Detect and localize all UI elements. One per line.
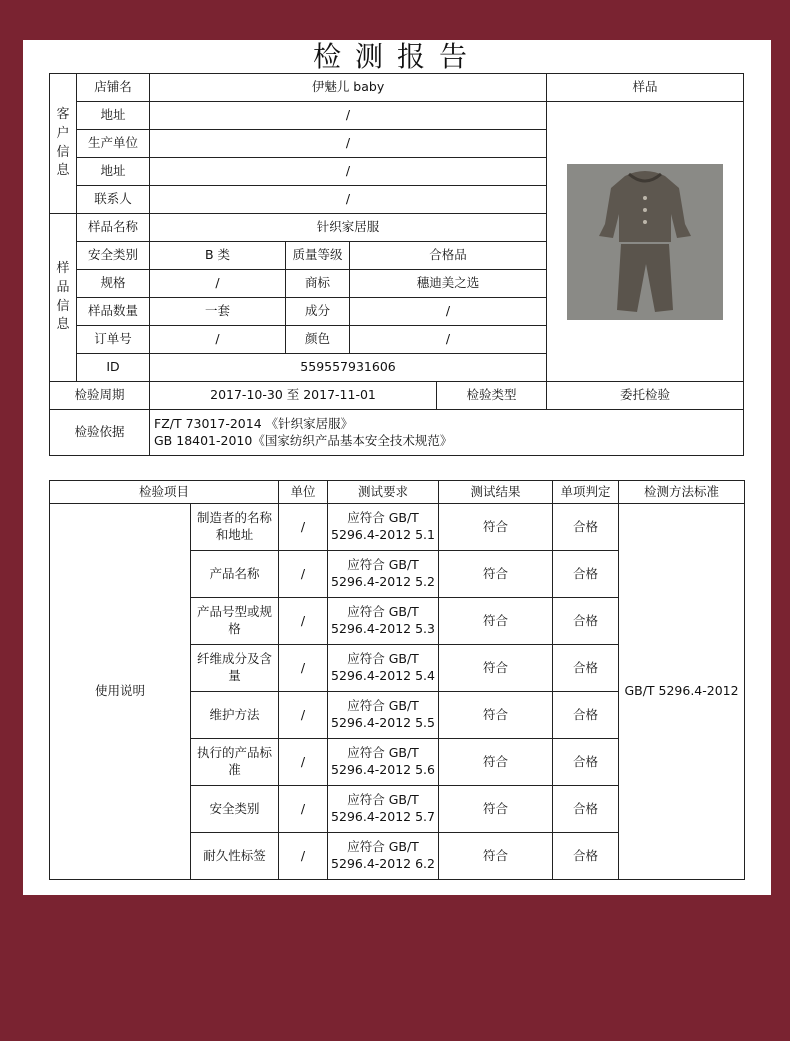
type-value: 委托检验 bbox=[547, 382, 744, 410]
producer-label: 生产单位 bbox=[77, 130, 150, 158]
client-group-label: 客 户 信 息 bbox=[50, 74, 77, 214]
header-result: 测试结果 bbox=[439, 481, 553, 504]
period-value: 2017-10-30 至 2017-11-01 bbox=[150, 382, 437, 410]
requirement-cell: 应符合 GB/T 5296.4-2012 5.5 bbox=[328, 692, 439, 739]
shop-name-value: 伊魅儿 baby bbox=[150, 74, 547, 102]
address-value: / bbox=[150, 102, 547, 130]
item-cell: 安全类别 bbox=[191, 786, 279, 833]
unit-cell: / bbox=[279, 739, 328, 786]
quality-value: 合格品 bbox=[350, 242, 547, 270]
verdict-cell: 合格 bbox=[553, 598, 619, 645]
color-label: 颜色 bbox=[286, 326, 350, 354]
report-paper bbox=[23, 40, 771, 895]
qty-label: 样品数量 bbox=[77, 298, 150, 326]
result-cell: 符合 bbox=[439, 786, 553, 833]
category-cell: 使用说明 bbox=[50, 504, 191, 880]
verdict-cell: 合格 bbox=[553, 786, 619, 833]
verdict-cell: 合格 bbox=[553, 833, 619, 880]
verdict-cell: 合格 bbox=[553, 504, 619, 551]
sample-header: 样品 bbox=[547, 74, 744, 102]
producer-value: / bbox=[150, 130, 547, 158]
requirement-cell: 应符合 GB/T 5296.4-2012 5.1 bbox=[328, 504, 439, 551]
quality-label: 质量等级 bbox=[286, 242, 350, 270]
result-cell: 符合 bbox=[439, 598, 553, 645]
sample-group-label: 样 品 信 息 bbox=[50, 214, 77, 382]
shop-name-label: 店铺名 bbox=[77, 74, 150, 102]
sample-name-value: 针织家居服 bbox=[150, 214, 547, 242]
spec-value: / bbox=[150, 270, 286, 298]
requirement-cell: 应符合 GB/T 5296.4-2012 5.7 bbox=[328, 786, 439, 833]
item-cell: 纤维成分及含量 bbox=[191, 645, 279, 692]
id-value: 559557931606 bbox=[150, 354, 547, 382]
result-cell: 符合 bbox=[439, 645, 553, 692]
sample-name-label: 样品名称 bbox=[77, 214, 150, 242]
safety-label: 安全类别 bbox=[77, 242, 150, 270]
requirement-cell: 应符合 GB/T 5296.4-2012 5.2 bbox=[328, 551, 439, 598]
verdict-cell: 合格 bbox=[553, 739, 619, 786]
unit-cell: / bbox=[279, 598, 328, 645]
unit-cell: / bbox=[279, 645, 328, 692]
footer-band bbox=[0, 895, 790, 1041]
item-cell: 产品名称 bbox=[191, 551, 279, 598]
composition-value: / bbox=[350, 298, 547, 326]
result-cell: 符合 bbox=[439, 833, 553, 880]
unit-cell: / bbox=[279, 692, 328, 739]
period-label: 检验周期 bbox=[50, 382, 150, 410]
brand-label: 商标 bbox=[286, 270, 350, 298]
requirement-cell: 应符合 GB/T 5296.4-2012 5.4 bbox=[328, 645, 439, 692]
requirement-cell: 应符合 GB/T 5296.4-2012 5.6 bbox=[328, 739, 439, 786]
header-unit: 单位 bbox=[279, 481, 328, 504]
results-table bbox=[49, 480, 745, 880]
color-value: / bbox=[350, 326, 547, 354]
requirement-cell: 应符合 GB/T 5296.4-2012 6.2 bbox=[328, 833, 439, 880]
item-cell: 维护方法 bbox=[191, 692, 279, 739]
qty-value: 一套 bbox=[150, 298, 286, 326]
type-label: 检验类型 bbox=[437, 382, 547, 410]
verdict-cell: 合格 bbox=[553, 551, 619, 598]
sample-photo-cell bbox=[547, 102, 744, 382]
basis-line-2: GB 18401-2010《国家纺织产品基本安全技术规范》 bbox=[154, 432, 453, 448]
contact-value: / bbox=[150, 186, 547, 214]
header-method: 检测方法标准 bbox=[619, 481, 745, 504]
verdict-cell: 合格 bbox=[553, 645, 619, 692]
item-cell: 制造者的名称和地址 bbox=[191, 504, 279, 551]
item-cell: 执行的产品标准 bbox=[191, 739, 279, 786]
report-title: 检测报告 bbox=[312, 40, 481, 73]
unit-cell: / bbox=[279, 551, 328, 598]
header-requirement: 测试要求 bbox=[328, 481, 439, 504]
result-cell: 符合 bbox=[439, 504, 553, 551]
unit-cell: / bbox=[279, 833, 328, 880]
id-label: ID bbox=[77, 354, 150, 382]
header-item: 检验项目 bbox=[50, 481, 279, 504]
spec-label: 规格 bbox=[77, 270, 150, 298]
result-cell: 符合 bbox=[439, 739, 553, 786]
address-label: 地址 bbox=[77, 102, 150, 130]
order-label: 订单号 bbox=[77, 326, 150, 354]
method-cell: GB/T 5296.4-2012 bbox=[619, 504, 745, 880]
verdict-cell: 合格 bbox=[553, 692, 619, 739]
producer-address-value: / bbox=[150, 158, 547, 186]
requirement-cell: 应符合 GB/T 5296.4-2012 5.3 bbox=[328, 598, 439, 645]
safety-value: B 类 bbox=[150, 242, 286, 270]
brand-value: 穗迪美之选 bbox=[350, 270, 547, 298]
unit-cell: / bbox=[279, 786, 328, 833]
basis-value bbox=[150, 410, 744, 456]
composition-label: 成分 bbox=[286, 298, 350, 326]
item-cell: 产品号型或规格 bbox=[191, 598, 279, 645]
header-verdict: 单项判定 bbox=[553, 481, 619, 504]
result-cell: 符合 bbox=[439, 551, 553, 598]
result-cell: 符合 bbox=[439, 692, 553, 739]
order-value: / bbox=[150, 326, 286, 354]
unit-cell: / bbox=[279, 504, 328, 551]
item-cell: 耐久性标签 bbox=[191, 833, 279, 880]
pajama-sample-photo-icon bbox=[567, 164, 723, 320]
contact-label: 联系人 bbox=[77, 186, 150, 214]
basis-line-1: FZ/T 73017-2014 《针织家居服》 bbox=[154, 415, 354, 431]
basis-label: 检验依据 bbox=[50, 410, 150, 456]
info-table bbox=[49, 73, 744, 456]
producer-address-label: 地址 bbox=[77, 158, 150, 186]
